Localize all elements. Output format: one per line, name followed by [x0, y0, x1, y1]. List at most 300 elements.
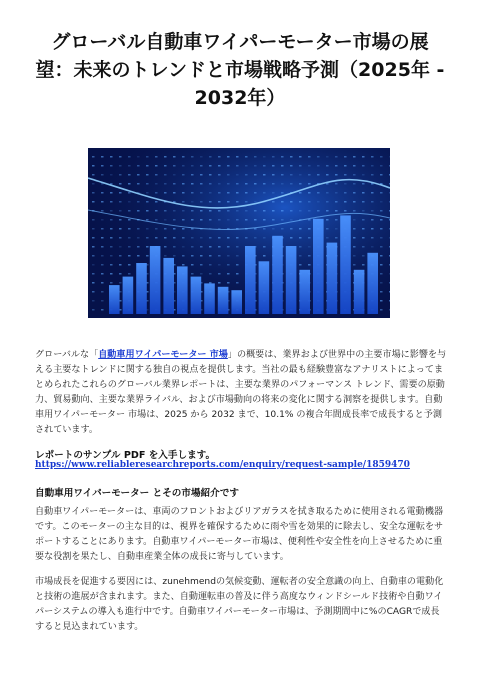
hero-grid-dot [155, 183, 158, 185]
hero-grid-dot [263, 237, 266, 239]
hero-grid-dot [155, 201, 158, 203]
hero-grid-dot [380, 174, 383, 176]
hero-grid-dot [308, 264, 311, 266]
hero-grid-dot [353, 237, 356, 239]
hero-grid-dot [389, 264, 390, 266]
hero-grid-dot [101, 291, 104, 293]
hero-grid-dot [281, 201, 284, 203]
hero-grid-dot [272, 156, 275, 158]
hero-grid-dot [263, 192, 266, 194]
hero-grid-dot [317, 156, 320, 158]
hero-grid-dot [173, 174, 176, 176]
hero-grid-dot [353, 228, 356, 230]
hero-grid-dot [200, 246, 203, 248]
sample-request-link[interactable]: https://www.reliableresearchreports.com/enquiry/request-sample/1859470 [35, 460, 410, 470]
hero-grid-dot [155, 210, 158, 212]
hero-grid-dot [299, 192, 302, 194]
hero-grid-dot [371, 201, 374, 203]
hero-grid-dot [263, 156, 266, 158]
hero-grid-dot [308, 165, 311, 167]
hero-grid-dot [128, 165, 131, 167]
hero-grid-dot [164, 228, 167, 230]
hero-grid-dot [101, 165, 104, 167]
hero-grid-dot [236, 210, 239, 212]
hero-grid-dot [245, 219, 248, 221]
hero-grid-dot [254, 183, 257, 185]
hero-grid-dot [119, 255, 122, 257]
hero-grid-dot [92, 228, 95, 230]
hero-grid-dot [128, 201, 131, 203]
hero-grid-dot [353, 201, 356, 203]
hero-grid-dot [371, 246, 374, 248]
hero-grid-dot [227, 201, 230, 203]
hero-grid-dot [182, 246, 185, 248]
hero-grid-dot [236, 282, 239, 284]
hero-grid-dot [218, 282, 221, 284]
hero-grid-dot [146, 165, 149, 167]
hero-grid-dot [128, 255, 131, 257]
hero-grid-dot [164, 165, 167, 167]
hero-grid-dot [110, 210, 113, 212]
hero-grid-dot [308, 237, 311, 239]
hero-grid-dot [389, 228, 390, 230]
hero-grid-dot [137, 201, 140, 203]
hero-grid-dot [272, 228, 275, 230]
hero-grid-dot [92, 174, 95, 176]
hero-grid-dot [245, 165, 248, 167]
hero-grid-dot [389, 309, 390, 311]
hero-grid-dot [164, 183, 167, 185]
hero-grid-dot [362, 237, 365, 239]
sample-label: レポートのサンプル PDF を入手します。 [35, 450, 216, 461]
hero-grid-dot [236, 174, 239, 176]
hero-grid-dot [101, 192, 104, 194]
hero-grid-dot [335, 201, 338, 203]
hero-grid-dot [236, 219, 239, 221]
hero-grid-dot [92, 192, 95, 194]
hero-grid-dot [128, 192, 131, 194]
hero-grid-dot [137, 156, 140, 158]
hero-grid-dot [299, 201, 302, 203]
hero-grid-dot [380, 309, 383, 311]
hero-grid-dot [209, 201, 212, 203]
hero-grid-dot [119, 282, 122, 284]
hero-grid-dot [326, 192, 329, 194]
hero-grid-dot [137, 255, 140, 257]
hero-grid-dot [290, 201, 293, 203]
hero-grid-dot [272, 219, 275, 221]
hero-grid-dot [191, 201, 194, 203]
hero-grid-dot [227, 264, 230, 266]
hero-grid-dot [209, 192, 212, 194]
hero-grid-dot [245, 237, 248, 239]
hero-grid-dot [344, 174, 347, 176]
hero-grid-dot [281, 156, 284, 158]
hero-grid-dot [245, 174, 248, 176]
hero-grid-dot [173, 246, 176, 248]
hero-grid-dot [326, 219, 329, 221]
hero-grid-dot [362, 165, 365, 167]
hero-grid-dot [110, 264, 113, 266]
hero-grid-dot [380, 210, 383, 212]
hero-grid-dot [101, 210, 104, 212]
hero-chart-graphic [88, 148, 390, 318]
hero-grid-dot [191, 210, 194, 212]
hero-grid-dot [380, 291, 383, 293]
hero-grid-dot [182, 255, 185, 257]
hero-bar [231, 290, 242, 314]
hero-grid-dot [119, 192, 122, 194]
hero-grid-dot [335, 192, 338, 194]
hero-grid-dot [101, 201, 104, 203]
hero-grid-dot [389, 156, 390, 158]
hero-grid-dot [353, 264, 356, 266]
hero-bar [313, 219, 324, 314]
hero-grid-dot [119, 183, 122, 185]
hero-grid-dot [290, 237, 293, 239]
hero-grid-dot [101, 219, 104, 221]
hero-grid-dot [272, 174, 275, 176]
hero-grid-dot [236, 264, 239, 266]
hero-grid-dot [101, 156, 104, 158]
hero-bar [272, 236, 283, 314]
hero-grid-dot [164, 210, 167, 212]
hero-bar [327, 243, 338, 314]
hero-grid-dot [236, 183, 239, 185]
hero-grid-dot [272, 183, 275, 185]
hero-grid-dot [110, 174, 113, 176]
hero-bar [150, 246, 161, 314]
hero-grid-dot [119, 174, 122, 176]
hero-grid-dot [227, 210, 230, 212]
hero-grid-dot [290, 165, 293, 167]
hero-grid-dot [200, 273, 203, 275]
hero-grid-dot [101, 309, 104, 311]
hero-grid-dot [137, 228, 140, 230]
hero-grid-dot [173, 183, 176, 185]
hero-grid-dot [326, 210, 329, 212]
hero-grid-dot [389, 210, 390, 212]
hero-grid-dot [209, 183, 212, 185]
hero-grid-dot [281, 192, 284, 194]
hero-bar [367, 253, 378, 314]
hero-grid-dot [254, 219, 257, 221]
hero-grid-dot [371, 156, 374, 158]
hero-grid-dot [335, 183, 338, 185]
hero-grid-dot [380, 219, 383, 221]
hero-grid-dot [326, 174, 329, 176]
hero-grid-dot [119, 264, 122, 266]
hero-grid-dot [299, 255, 302, 257]
hero-grid-dot [227, 273, 230, 275]
hero-grid-dot [326, 237, 329, 239]
hero-grid-dot [173, 165, 176, 167]
hero-grid-dot [110, 156, 113, 158]
hero-grid-dot [110, 219, 113, 221]
hero-grid-dot [227, 237, 230, 239]
hero-grid-dot [254, 165, 257, 167]
hero-grid-dot [362, 174, 365, 176]
hero-grid-dot [182, 237, 185, 239]
hero-grid-dot [227, 183, 230, 185]
hero-bar [123, 277, 134, 314]
hero-grid-dot [290, 228, 293, 230]
hero-grid-dot [263, 246, 266, 248]
hero-grid-dot [380, 282, 383, 284]
hero-grid-dot [290, 210, 293, 212]
hero-grid-dot [128, 183, 131, 185]
hero-grid-dot [335, 174, 338, 176]
hero-grid-dot [389, 255, 390, 257]
hero-bar [259, 261, 270, 314]
hero-grid-dot [137, 237, 140, 239]
hero-grid-dot [209, 264, 212, 266]
hero-grid-dot [200, 183, 203, 185]
hero-grid-dot [137, 174, 140, 176]
hero-bar [340, 215, 351, 314]
hero-grid-dot [191, 192, 194, 194]
hero-grid-dot [308, 183, 311, 185]
hero-grid-dot [389, 165, 390, 167]
hero-grid-dot [308, 201, 311, 203]
hero-grid-dot [362, 219, 365, 221]
hero-grid-dot [110, 228, 113, 230]
hero-grid-dot [200, 174, 203, 176]
hero-grid-dot [362, 183, 365, 185]
hero-grid-dot [119, 210, 122, 212]
hero-grid-dot [254, 201, 257, 203]
hero-grid-dot [200, 156, 203, 158]
hero-grid-dot [389, 201, 390, 203]
hero-grid-dot [155, 156, 158, 158]
hero-grid-dot [182, 201, 185, 203]
hero-grid-dot [182, 264, 185, 266]
hero-grid-dot [389, 174, 390, 176]
hero-grid-dot [101, 264, 104, 266]
hero-grid-dot [164, 246, 167, 248]
hero-grid-dot [128, 237, 131, 239]
hero-grid-dot [353, 246, 356, 248]
hero-grid-dot [119, 246, 122, 248]
hero-grid-dot [218, 156, 221, 158]
hero-grid-dot [326, 228, 329, 230]
hero-grid-dot [218, 201, 221, 203]
hero-grid-dot [371, 228, 374, 230]
hero-grid-dot [389, 237, 390, 239]
hero-grid-dot [128, 273, 131, 275]
hero-grid-dot [263, 255, 266, 257]
hero-grid-dot [92, 246, 95, 248]
hero-grid-dot [308, 228, 311, 230]
hero-grid-dot [308, 192, 311, 194]
hero-grid-dot [173, 156, 176, 158]
hero-grid-dot [299, 183, 302, 185]
hero-grid-dot [173, 219, 176, 221]
hero-grid-dot [155, 237, 158, 239]
hero-grid-dot [155, 219, 158, 221]
hero-grid-dot [200, 264, 203, 266]
hero-grid-dot [236, 201, 239, 203]
hero-grid-dot [335, 237, 338, 239]
hero-grid-dot [182, 183, 185, 185]
hero-grid-dot [317, 210, 320, 212]
hero-grid-dot [227, 282, 230, 284]
hero-grid-dot [263, 183, 266, 185]
hero-grid-dot [101, 237, 104, 239]
hero-grid-dot [380, 228, 383, 230]
hero-grid-dot [263, 210, 266, 212]
hero-grid-dot [164, 237, 167, 239]
hero-chart-image [88, 148, 390, 318]
hero-grid-dot [353, 255, 356, 257]
section-paragraph-1: 自動車ワイパーモーターは、車両のフロントおよびリアガラスを拭き取るために使用される電動機器です。このモーターの主な目的は、視界を確保するために雨や雪を効果的に除去し、安全な運転をサポートすることにあります。自動車ワイパーモーター市場は、便利性や安全性を向上させるために重要な役割を果たし、自動車産業全体の成長に寄与しています。 [35, 507, 444, 562]
hero-grid-dot [191, 255, 194, 257]
hero-grid-dot [380, 273, 383, 275]
hero-grid-dot [155, 174, 158, 176]
hero-grid-dot [200, 255, 203, 257]
hero-grid-dot [218, 165, 221, 167]
hero-grid-dot [299, 228, 302, 230]
hero-grid-dot [218, 255, 221, 257]
hero-grid-dot [380, 165, 383, 167]
hero-grid-dot [272, 165, 275, 167]
hero-grid-dot [119, 228, 122, 230]
intro-paragraph [35, 348, 447, 438]
hero-grid-dot [92, 309, 95, 311]
hero-grid-dot [191, 165, 194, 167]
hero-grid-dot [227, 246, 230, 248]
hero-grid-dot [272, 210, 275, 212]
hero-grid-dot [245, 183, 248, 185]
hero-grid-dot [236, 255, 239, 257]
hero-grid-dot [182, 192, 185, 194]
hero-grid-dot [380, 264, 383, 266]
hero-grid-dot [254, 156, 257, 158]
hero-grid-dot [380, 300, 383, 302]
hero-grid-dot [173, 192, 176, 194]
hero-grid-dot [308, 174, 311, 176]
hero-grid-dot [101, 228, 104, 230]
hero-grid-dot [299, 210, 302, 212]
hero-grid-dot [245, 210, 248, 212]
hero-grid-dot [362, 246, 365, 248]
hero-grid-dot [119, 219, 122, 221]
hero-grid-dot [146, 156, 149, 158]
hero-grid-dot [344, 165, 347, 167]
hero-grid-dot [218, 192, 221, 194]
hero-grid-dot [119, 237, 122, 239]
hero-grid-dot [254, 237, 257, 239]
hero-grid-dot [200, 165, 203, 167]
hero-grid-dot [146, 192, 149, 194]
hero-grid-dot [128, 228, 131, 230]
hero-grid-dot [317, 174, 320, 176]
hero-grid-dot [290, 156, 293, 158]
hero-bar [136, 263, 147, 314]
section-paragraph-2: 市場成長を促進する要因には、zunehmendの気候変動、運転者の安全意識の向上、自動車の電動化と技術の進展が含まれます。また、自動運転車の普及に伴う高度なウィンドシールド技術や自動ワイパーシステムの導入も進行中です。自動車ワイパーモーター市場は、予測期間中に%のCAGRで成長すると見込まれています。 [35, 577, 444, 632]
hero-grid-dot [281, 165, 284, 167]
hero-grid-dot [146, 237, 149, 239]
hero-grid-dot [236, 156, 239, 158]
hero-grid-dot [245, 201, 248, 203]
hero-grid-dot [236, 273, 239, 275]
hero-grid-dot [389, 246, 390, 248]
hero-grid-dot [137, 210, 140, 212]
hero-grid-dot [227, 219, 230, 221]
hero-grid-dot [227, 165, 230, 167]
hero-grid-dot [335, 156, 338, 158]
hero-grid-dot [119, 165, 122, 167]
hero-bar [204, 283, 215, 314]
hero-grid-dot [299, 246, 302, 248]
hero-grid-dot [254, 174, 257, 176]
hero-grid-dot [362, 228, 365, 230]
hero-grid-dot [389, 291, 390, 293]
hero-grid-dot [209, 237, 212, 239]
hero-grid-dot [200, 210, 203, 212]
hero-grid-dot [119, 201, 122, 203]
hero-grid-dot [92, 201, 95, 203]
hero-grid-dot [335, 228, 338, 230]
hero-grid-dot [263, 165, 266, 167]
hero-grid-dot [299, 156, 302, 158]
hero-grid-dot [146, 246, 149, 248]
hero-grid-dot [218, 246, 221, 248]
hero-grid-dot [128, 219, 131, 221]
hero-grid-dot [128, 174, 131, 176]
hero-grid-dot [92, 264, 95, 266]
hero-grid-dot [308, 156, 311, 158]
hero-grid-dot [389, 183, 390, 185]
hero-grid-dot [236, 192, 239, 194]
hero-grid-dot [326, 156, 329, 158]
hero-grid-dot [218, 210, 221, 212]
hero-grid-dot [209, 246, 212, 248]
hero-grid-dot [353, 174, 356, 176]
hero-grid-dot [209, 219, 212, 221]
hero-grid-dot [227, 156, 230, 158]
hero-grid-dot [362, 192, 365, 194]
hero-grid-dot [389, 282, 390, 284]
market-link[interactable]: 自動車用ワイパーモーター 市場 [98, 350, 228, 360]
hero-grid-dot [101, 174, 104, 176]
hero-grid-dot [173, 210, 176, 212]
hero-grid-dot [191, 174, 194, 176]
hero-grid-dot [371, 237, 374, 239]
intro-text-after: 」の概要は、業界および世界中の主要市場に影響を与える主要なトレンドに関する独自の視点を提供します。当社の最も経験豊富なアナリストによってまとめられたこれらのグローバル業界レポートは、主要な業界のパフォーマンス トレンド、需要の原動力、貿易動向、主要な業界ライバル、および市場動向の将来の変化に関する洞察を提供します。自動車用ワイパーモーター 市場は、2025 から 2032 まで、10.1% の複合年間成長率で成長すると予測されています。 [35, 350, 447, 435]
hero-grid-dot [344, 201, 347, 203]
hero-grid-dot [182, 156, 185, 158]
hero-grid-dot [371, 174, 374, 176]
hero-grid-dot [110, 246, 113, 248]
hero-grid-dot [182, 228, 185, 230]
hero-grid-dot [209, 156, 212, 158]
hero-grid-dot [146, 255, 149, 257]
hero-grid-dot [344, 183, 347, 185]
title-line-1: グローバル自動車ワイパーモーター市場の展 [51, 31, 429, 53]
hero-bar [354, 270, 365, 314]
hero-bar [218, 287, 229, 314]
hero-grid-dot [146, 210, 149, 212]
hero-grid-dot [362, 210, 365, 212]
hero-grid-dot [353, 192, 356, 194]
hero-grid-dot [317, 192, 320, 194]
hero-grid-dot [227, 192, 230, 194]
hero-grid-dot [209, 282, 212, 284]
hero-grid-dot [92, 156, 95, 158]
hero-grid-dot [380, 192, 383, 194]
hero-grid-dot [299, 237, 302, 239]
